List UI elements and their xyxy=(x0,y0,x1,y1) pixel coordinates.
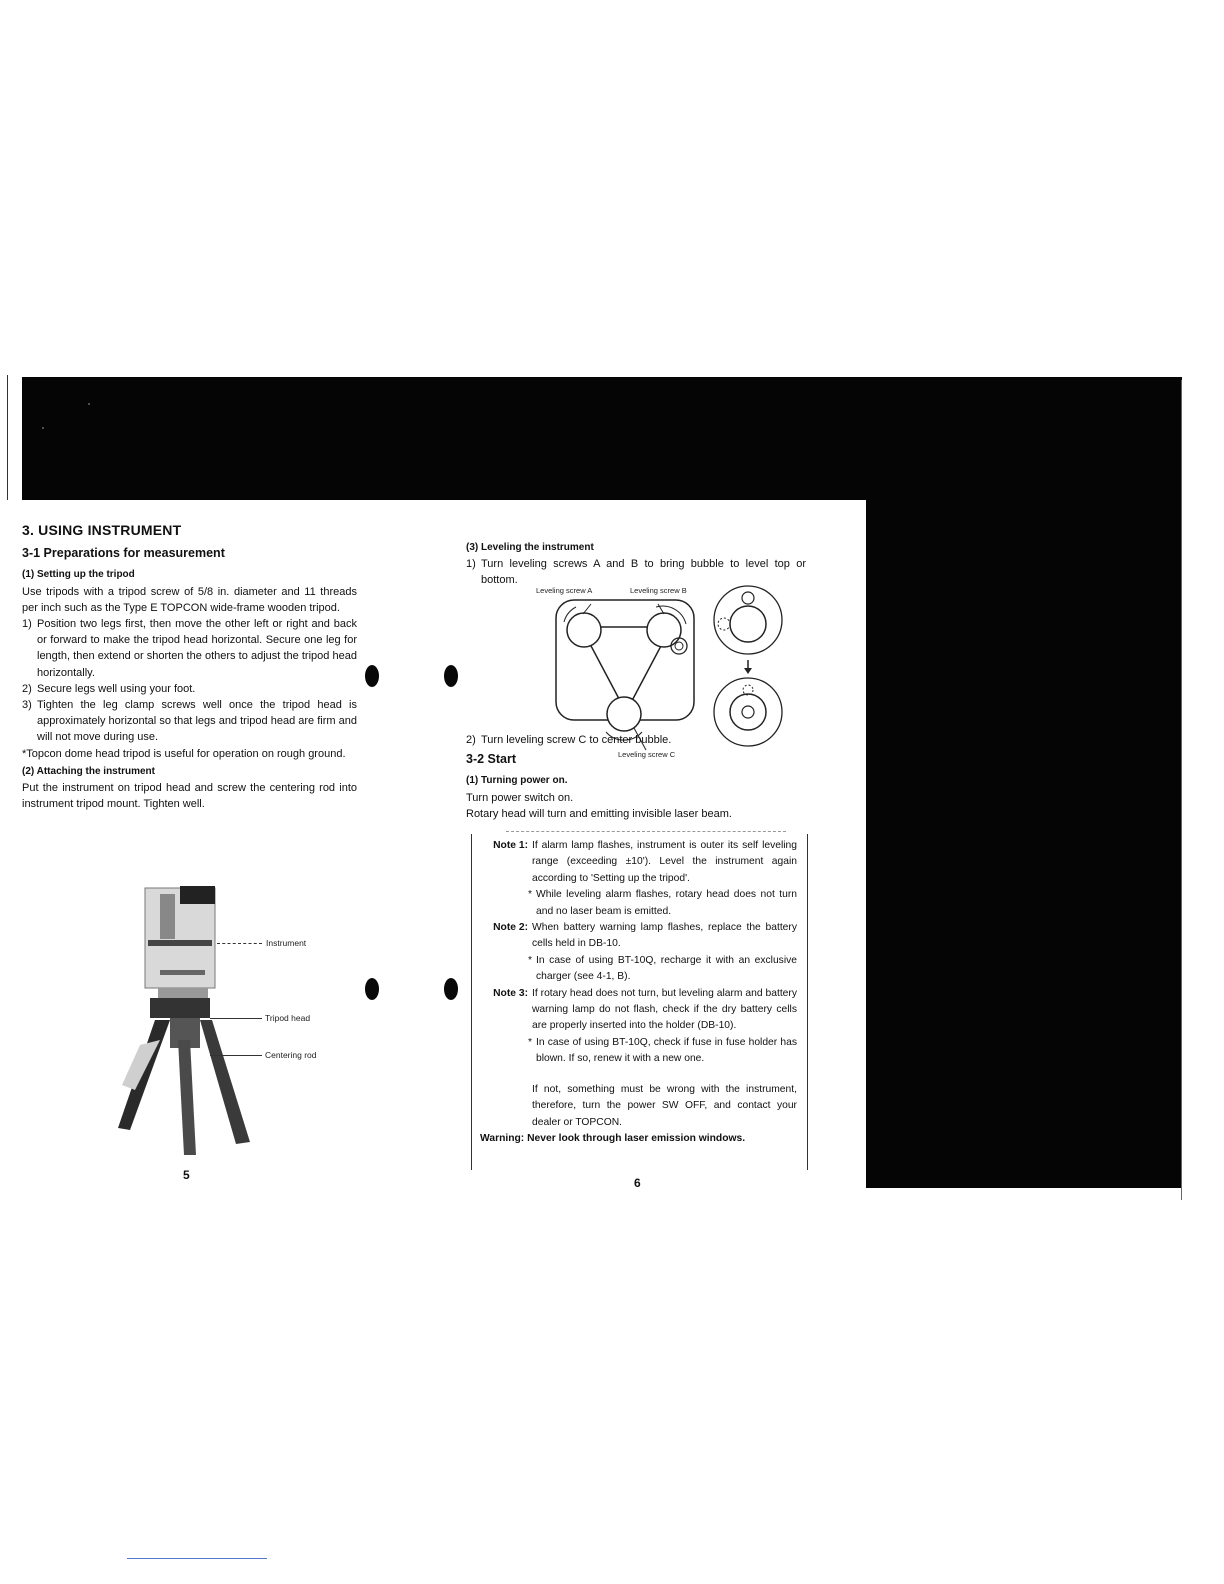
note-label: Note 1: xyxy=(493,840,528,851)
tripod-head-callout: Tripod head xyxy=(265,1013,311,1023)
setting-up-intro: Use tripods with a tripod screw of 5/8 in. diameter and 11 threads per inch such as the Type E TOPCON wide-frame wooden tripod. xyxy=(22,585,357,614)
power-heading: (1) Turning power on. xyxy=(466,775,568,787)
note-text: If rotary head does not turn, but leveling alarm and battery warning lamp do not flash, check if the dry battery cells are properly inserted into the holder (DB-10). xyxy=(532,987,797,1032)
attaching-text: Put the instrument on tripod head and screw the centering rod into instrument tripod mount. Tighten well. xyxy=(22,782,357,811)
note-1-star xyxy=(472,887,807,920)
leveling-step-2 xyxy=(466,732,806,748)
scan-black-band-right xyxy=(866,377,1182,1188)
power-line-2: Rotary head will turn and emitting invisible laser beam. xyxy=(466,807,732,820)
scan-bottom-line xyxy=(127,1558,267,1559)
step-text: Turn leveling screws A and B to bring bubble to level top or bottom. xyxy=(481,558,806,587)
warning-text: Never look through laser emission windows. xyxy=(527,1132,746,1144)
note-1 xyxy=(472,838,807,887)
notes-top-rule xyxy=(506,831,786,832)
instrument-leader-line xyxy=(217,943,262,944)
start-title: 3-2 Start xyxy=(466,752,517,767)
step-text: Position two legs first, then move the other left or right and back or forward to make the tripod head horizontal. Secure one leg for length, then extend or shorten the others to adjust the tripod head horizontally. xyxy=(37,618,357,679)
scan-edge-left xyxy=(7,375,8,500)
subsection-title: 3-1 Preparations for measurement xyxy=(22,546,225,561)
note-label xyxy=(472,1082,532,1131)
right-page-number: 6 xyxy=(634,1176,641,1190)
note-label: Note 2: xyxy=(493,922,528,934)
leveling-heading: (3) Leveling the instrument xyxy=(466,542,594,553)
scan-speck xyxy=(42,427,44,429)
right-page-text-lower xyxy=(466,732,806,822)
instrument-callout: Instrument xyxy=(266,938,307,948)
note-2 xyxy=(472,920,807,953)
note-2-star xyxy=(472,953,807,986)
note-text: In case of using BT-10Q, recharge it with an exclusive charger (see 4-1, B). xyxy=(536,954,797,983)
scan-edge-right xyxy=(1181,380,1182,1200)
note-text: If alarm lamp flashes, instrument is outer its self leveling range (exceeding ±10'). Level the instrument again according to 'Setting up the tripod'. xyxy=(532,840,797,884)
notes-box xyxy=(471,834,808,1170)
tripod-note: *Topcon dome head tripod is useful for operation on rough ground. xyxy=(22,747,346,760)
note-label: * xyxy=(527,1036,532,1048)
step-number: 1) xyxy=(466,558,476,571)
step-number: 2) xyxy=(466,734,476,746)
setting-up-heading: (1) Setting up the tripod xyxy=(22,569,135,581)
note-text: When battery warning lamp flashes, replace the battery cells held in DB-10. xyxy=(532,922,797,950)
instrument-on-tripod-figure xyxy=(100,880,340,1160)
note-3-star xyxy=(472,1035,807,1068)
note-label: Note 3: xyxy=(493,987,528,999)
leveling-screw-c-label: Leveling screw C xyxy=(618,750,676,759)
binding-hole xyxy=(444,978,458,1000)
leveling-screw-a-label: Leveling screw A xyxy=(536,586,593,595)
warning-line xyxy=(480,1131,807,1147)
leveling-screw-b-label: Leveling screw B xyxy=(630,586,687,595)
note-text: While leveling alarm flashes, rotary head does not turn and no laser beam is emitted. xyxy=(536,889,797,917)
note-contact xyxy=(472,1082,807,1131)
step-text: Tighten the leg clamp screws well once the tripod head is approximately horizontal so that legs and tripod head are firm and will not move during use. xyxy=(37,699,357,744)
step-number: 1) xyxy=(22,618,32,631)
left-page-text xyxy=(22,522,357,812)
note-text: In case of using BT-10Q, check if fuse in fuse holder has blown. If so, renew it with a new one. xyxy=(536,1036,797,1065)
note-text: If not, something must be wrong with the instrument, therefore, turn the power SW OFF, and contact your dealer or TOPCON. xyxy=(532,1083,797,1128)
centering-rod-leader-line xyxy=(210,1055,262,1056)
attaching-heading: (2) Attaching the instrument xyxy=(22,765,155,777)
left-page-number: 5 xyxy=(183,1168,190,1182)
tripod-head-leader-line xyxy=(210,1018,262,1019)
centering-rod-callout: Centering rod xyxy=(265,1050,317,1060)
note-label: * xyxy=(527,954,532,966)
scan-speck xyxy=(88,403,90,405)
power-line-1: Turn power switch on. xyxy=(466,791,574,804)
binding-hole xyxy=(444,665,458,687)
binding-hole xyxy=(365,665,379,687)
step-number: 2) xyxy=(22,682,32,695)
step-item xyxy=(22,697,357,746)
step-item xyxy=(22,681,357,697)
note-3 xyxy=(472,986,807,1035)
step-text: Turn leveling screw C to center bubble. xyxy=(481,734,672,746)
warning-label: Warning: xyxy=(480,1132,525,1144)
step-number: 3) xyxy=(22,699,32,712)
step-item xyxy=(22,616,357,681)
binding-hole xyxy=(365,978,379,1000)
step-text: Secure legs well using your foot. xyxy=(37,682,196,695)
section-title: 3. USING INSTRUMENT xyxy=(22,522,182,538)
note-label: * xyxy=(527,889,532,901)
